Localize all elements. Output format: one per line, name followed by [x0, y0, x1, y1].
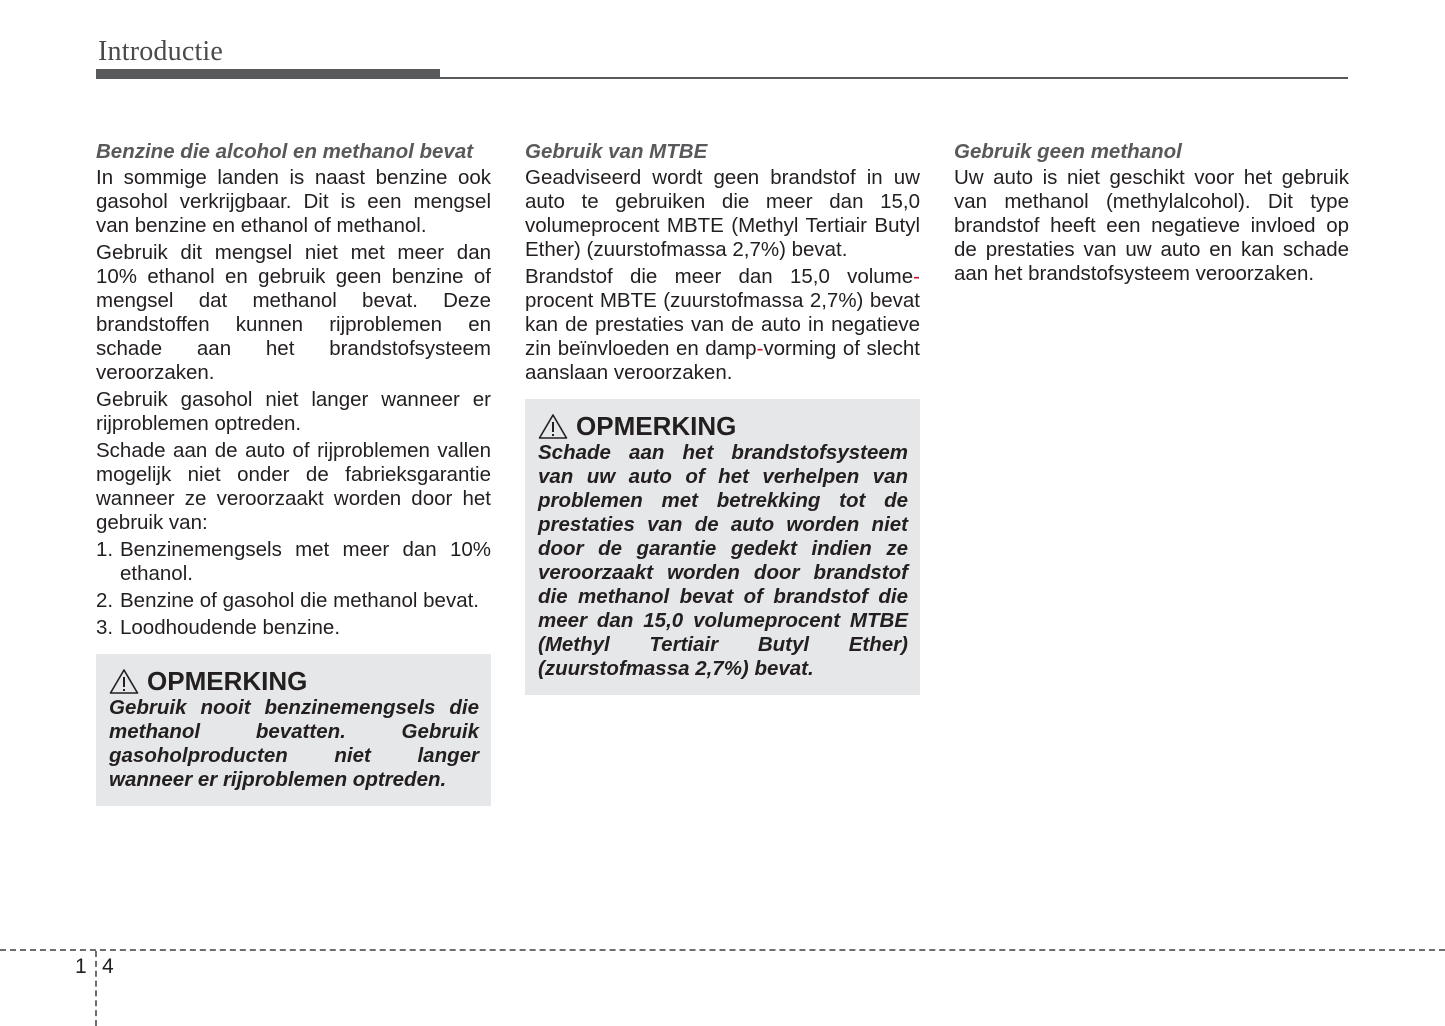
warning-icon: [538, 413, 568, 440]
paragraph-part: Brandstof die meer dan 15,0 volume: [525, 265, 914, 288]
paragraph-part: vorming of slecht aanslaan veroorzaken.: [525, 337, 920, 384]
page-number: 4: [102, 955, 114, 978]
hyphen: -: [913, 265, 920, 288]
chapter-number: 1: [75, 955, 87, 978]
paragraph: Gebruik gasohol niet langer wanneer er rijproblemen optreden.: [96, 388, 491, 435]
list-item: [96, 616, 491, 640]
list-number: 2.: [96, 589, 114, 612]
list-text: Benzinemengsels met meer dan 10% ethanol.: [120, 538, 491, 585]
footer-divider: [95, 951, 97, 1026]
footer-rule: [0, 949, 1445, 951]
warning-icon: [109, 668, 139, 695]
header-bar: [96, 69, 440, 79]
numbered-list: [96, 538, 491, 640]
paragraph: Gebruik dit mengsel niet met meer dan 10% ethanol en gebruik geen benzine of mengsel dat methanol bevat. Deze brandstoffen kunnen rijproblemen en schade aan het brandstofsysteem veroorzaken.: [96, 241, 491, 384]
column-methanol: [954, 140, 1349, 289]
page-title: Introductie: [98, 36, 224, 67]
column-alcohol-methanol: [96, 140, 491, 806]
section-heading: Benzine die alcohol en methanol bevat: [96, 140, 474, 163]
list-text: Benzine of gasohol die methanol bevat.: [120, 589, 480, 612]
notice-title: OPMERKING: [147, 666, 308, 696]
notice-body: Gebruik nooit benzinemengsels die methanol bevatten. Gebruik gasoholproducten niet langer wanneer er rijproblemen optreden.: [109, 696, 479, 791]
section-heading: Gebruik geen methanol: [954, 140, 1182, 163]
paragraph: In sommige landen is naast benzine ook gasohol verkrijgbaar. Dit is een mengsel van benzine en ethanol of methanol.: [96, 166, 491, 237]
paragraph: Schade aan de auto of rijproblemen vallen mogelijk niet onder de fabrieksgarantie wanneer ze veroorzaakt worden door het gebruik van:: [96, 439, 491, 534]
list-number: 1.: [96, 538, 114, 561]
paragraph: Geadviseerd wordt geen brandstof in uw auto te gebruiken die meer dan 15,0 volumeprocent MBTE (Methyl Tertiair Butyl Ether) (zuurstofmassa 2,7%) bevat.: [525, 166, 920, 261]
notice-box: [525, 399, 920, 695]
notice-box: [96, 654, 491, 806]
list-text: Loodhoudende benzine.: [120, 616, 341, 639]
paragraph: Uw auto is niet geschikt voor het gebruik van methanol (methylalcohol). Dit type brandstof heeft een negatieve invloed op de prestaties van uw auto en kan schade aan het brandstofsysteem veroorzaken.: [954, 166, 1349, 285]
notice-body: Schade aan het brandstofsysteem van uw auto of het verhelpen van problemen met betrekking tot de prestaties van de auto worden niet door de garantie gedekt indien ze veroorzaakt worden door brandstof die methanol bevat of brandstof die meer dan 15,0 volumeprocent MTBE (Methyl Tertiair Butyl Ether) (zuurstofmassa 2,7%) bevat.: [538, 441, 908, 680]
list-item: [96, 538, 491, 586]
hyphen: -: [756, 337, 764, 360]
paragraph: [525, 265, 920, 385]
column-mtbe: [525, 140, 920, 695]
header-rule: [440, 77, 1348, 79]
notice-title: OPMERKING: [576, 411, 737, 441]
list-item: [96, 589, 491, 613]
list-number: 3.: [96, 616, 114, 639]
section-heading: Gebruik van MTBE: [525, 140, 708, 163]
paragraph-part: procent MBTE (zuurstofmassa 2,7%) bevat kan de prestaties van de auto in negatieve zin beïnvloeden en damp: [525, 289, 920, 360]
